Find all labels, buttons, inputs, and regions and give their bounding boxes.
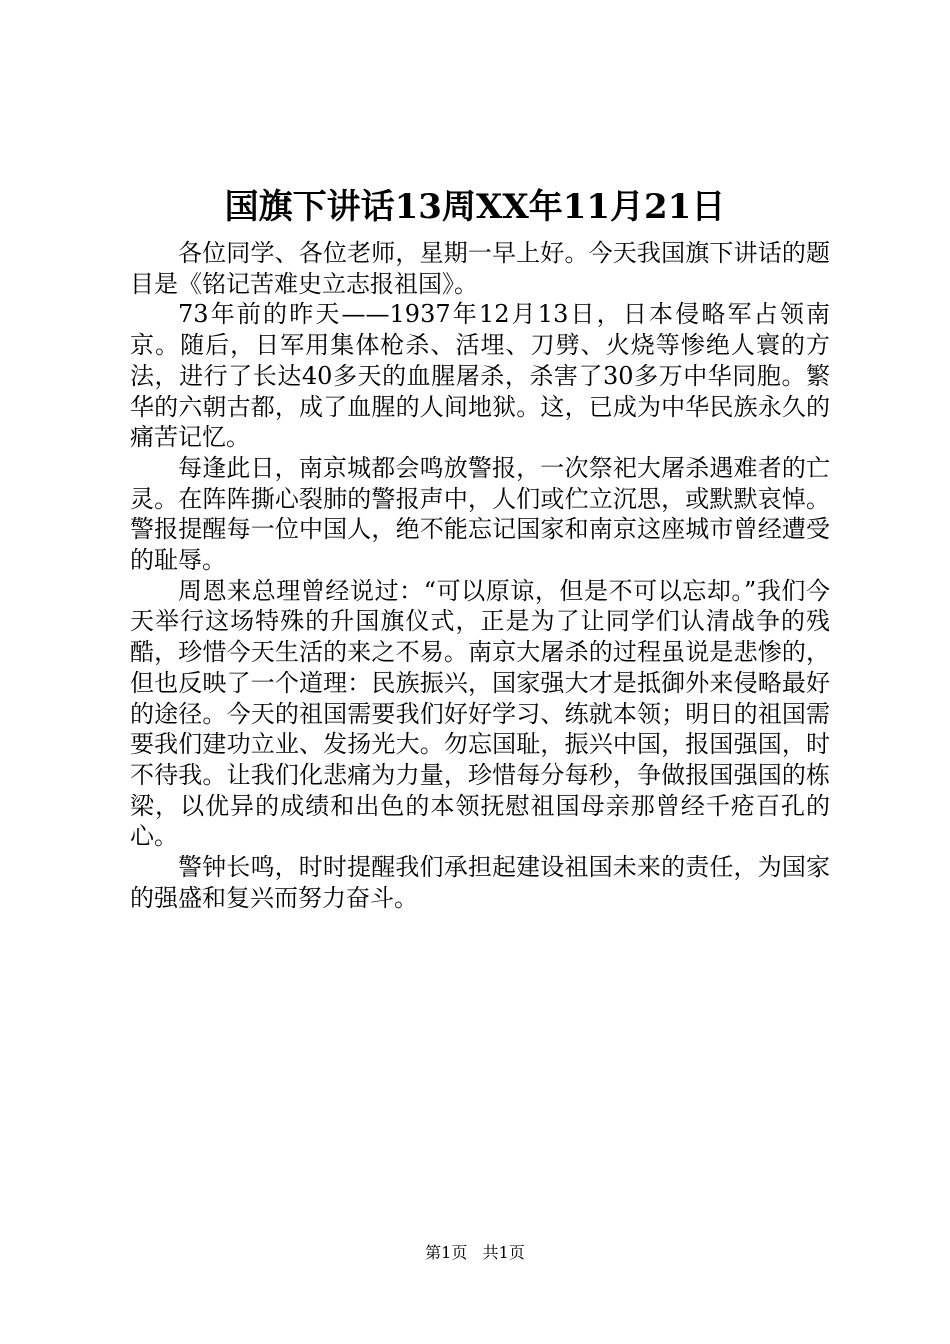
document-body (130, 238, 830, 913)
paragraph-quote: 周恩来总理曾经说过：“可以原谅，但是不可以忘却。”我们今天举行这场特殊的升国旗仪式，正是为了让同学们认清战争的残酷，珍惜今天生活的来之不易。南京大屠杀的过程虽说是悲惨的，但也反映了一个道理：民族振兴，国家强大才是抵御外来侵略最好的途径。今天的祖国需要我们好好学习、练就本领；明日的祖国需要我们建功立业、发扬光大。勿忘国耻，振兴中国，报国强国，时不待我。让我们化悲痛为力量，珍惜每分每秒，争做报国强国的栋梁，以优异的成绩和出色的本领抚慰祖国母亲那曾经千疮百孔的心。 (130, 576, 830, 851)
page-footer (0, 1241, 950, 1265)
paragraph-history: 73年前的昨天——1937年12月13日，日本侵略军占领南京。随后，日军用集体枪杀、活埋、刀劈、火烧等惨绝人寰的方法，进行了长达40多天的血腥屠杀，杀害了30多万中华同胞。繁华的六朝古都，成了血腥的人间地狱。这，已成为中华民族永久的痛苦记忆。 (130, 300, 830, 452)
page-number: 第1页 (425, 1243, 468, 1262)
document-title: 国旗下讲话13周XX年11月21日 (224, 187, 726, 227)
paragraph-alarm: 每逢此日，南京城都会鸣放警报，一次祭祀大屠杀遇难者的亡灵。在阵阵撕心裂肺的警报声中，人们或伫立沉思，或默默哀悼。警报提醒每一位中国人，绝不能忘记国家和南京这座城市曾经遭受的耻辱。 (130, 453, 830, 575)
page-total: 共1页 (482, 1243, 525, 1262)
footer-spacer (472, 1243, 477, 1262)
paragraph-greeting: 各位同学、各位老师，星期一早上好。今天我国旗下讲话的题目是《铭记苦难史立志报祖国》。 (130, 239, 830, 298)
paragraph-closing: 警钟长鸣，时时提醒我们承担起建设祖国未来的责任，为国家的强盛和复兴而努力奋斗。 (130, 853, 830, 912)
